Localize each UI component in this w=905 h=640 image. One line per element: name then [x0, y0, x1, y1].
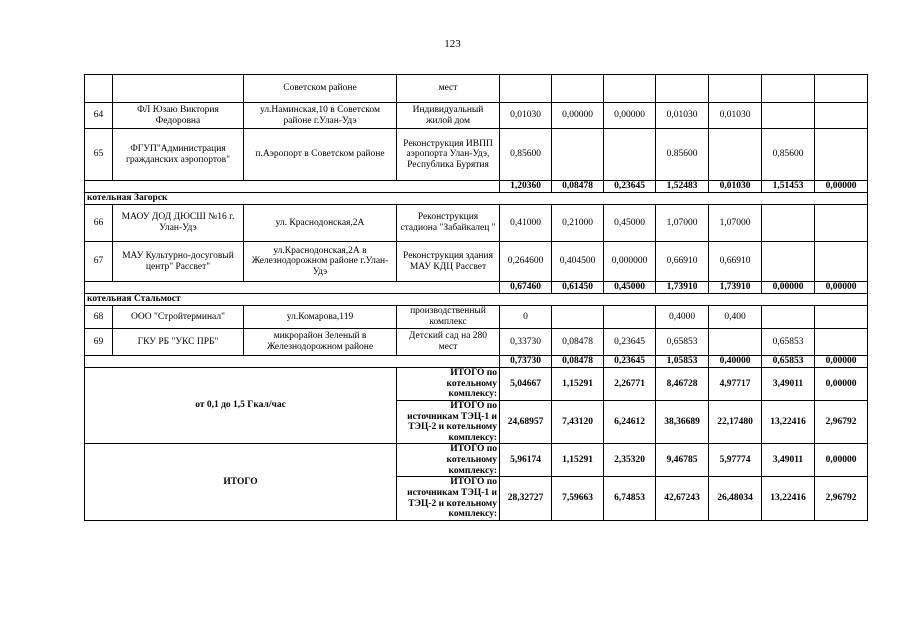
- value-cell: 0,01030: [656, 103, 709, 129]
- consumer-name: ФГУП"Администрация гражданских аэропортов": [113, 129, 244, 181]
- value-cell: 0,45000: [604, 282, 656, 294]
- value-cell: 0,61450: [552, 282, 604, 294]
- value-cell: 13,22416: [762, 477, 815, 521]
- value-cell: 0,65853: [762, 329, 815, 356]
- object-purpose: Реконструкция здания МАУ КДЦ Рассвет: [397, 242, 500, 282]
- value-cell: 1,52483: [656, 181, 709, 193]
- value-cell: 1,73910: [709, 282, 762, 294]
- total-label: ИТОГО по источникам ТЭЦ-1 и ТЭЦ-2 и котельному комплексу:: [397, 477, 500, 521]
- consumer-name: ФЛ Юзаю Виктория Федоровна: [113, 103, 244, 129]
- value-cell: [604, 306, 656, 329]
- value-cell: 24,68957: [500, 400, 552, 444]
- value-cell: 0,66910: [656, 242, 709, 282]
- value-cell: [815, 242, 868, 282]
- value-cell: 0,45000: [604, 205, 656, 242]
- consumer-address: п.Аэропорт в Советском районе: [244, 129, 397, 181]
- value-cell: 42,67243: [656, 477, 709, 521]
- object-purpose: Реконструкция стадиона "Забайкалец ": [397, 205, 500, 242]
- consumer-name: [113, 75, 244, 103]
- value-cell: [709, 329, 762, 356]
- consumer-address: ул.Комарова,119: [244, 306, 397, 329]
- value-cell: 5,96174: [500, 444, 552, 477]
- value-cell: 0,33730: [500, 329, 552, 356]
- subtotal-row: [85, 356, 868, 368]
- value-cell: 0,65853: [762, 356, 815, 368]
- value-cell: 5,04667: [500, 368, 552, 401]
- table-row: [85, 75, 868, 103]
- value-cell: 0,67460: [500, 282, 552, 294]
- value-cell: [815, 129, 868, 181]
- value-cell: 0,85600: [762, 129, 815, 181]
- value-cell: 2,96792: [815, 400, 868, 444]
- object-purpose: Реконструкция ИВПП аэропорта Улан-Удэ, Республика Бурятия: [397, 129, 500, 181]
- value-cell: 28,32727: [500, 477, 552, 521]
- row-number: 66: [85, 205, 113, 242]
- value-cell: 2,96792: [815, 477, 868, 521]
- value-cell: [604, 75, 656, 103]
- value-cell: 2,35320: [604, 444, 656, 477]
- value-cell: 0,08478: [552, 329, 604, 356]
- total-label: ИТОГО по источникам ТЭЦ-1 и ТЭЦ-2 и котельному комплексу:: [397, 400, 500, 444]
- value-cell: [604, 129, 656, 181]
- value-cell: [762, 103, 815, 129]
- value-cell: [815, 306, 868, 329]
- value-cell: 0,00000: [815, 181, 868, 193]
- object-purpose: производственный комплекс: [397, 306, 500, 329]
- value-cell: [762, 75, 815, 103]
- table-row: [85, 103, 868, 129]
- value-cell: 8,46728: [656, 368, 709, 401]
- value-cell: 0,40000: [709, 356, 762, 368]
- value-cell: 0,21000: [552, 205, 604, 242]
- value-cell: 9,46785: [656, 444, 709, 477]
- subtotal-row: [85, 181, 868, 193]
- value-cell: 13,22416: [762, 400, 815, 444]
- section-title: котельная Загорск: [85, 193, 868, 205]
- table-row: [85, 306, 868, 329]
- value-cell: 0,01030: [709, 181, 762, 193]
- total-label: ИТОГО по котельному комплексу:: [397, 368, 500, 401]
- total-row: [85, 444, 868, 477]
- group-total-label: ИТОГО: [85, 444, 397, 520]
- consumer-name: МАУ Культурно-досуговый центр" Рассвет": [113, 242, 244, 282]
- value-cell: [815, 205, 868, 242]
- value-cell: 0,00000: [815, 282, 868, 294]
- value-cell: 0,08478: [552, 356, 604, 368]
- value-cell: 38,36689: [656, 400, 709, 444]
- subtotal-blank: [85, 181, 500, 193]
- table-row: [85, 329, 868, 356]
- value-cell: 6,74853: [604, 477, 656, 521]
- value-cell: [552, 129, 604, 181]
- section-header-row: [85, 294, 868, 306]
- value-cell: 0,85600: [500, 129, 552, 181]
- value-cell: 0,000000: [604, 242, 656, 282]
- row-number: 64: [85, 103, 113, 129]
- row-number: 68: [85, 306, 113, 329]
- value-cell: 1,15291: [552, 368, 604, 401]
- value-cell: 22,17480: [709, 400, 762, 444]
- value-cell: 0,00000: [552, 103, 604, 129]
- row-number: 65: [85, 129, 113, 181]
- row-number: [85, 75, 113, 103]
- consumer-address: ул. Краснодонская,2А: [244, 205, 397, 242]
- row-number: 69: [85, 329, 113, 356]
- consumer-name: МАОУ ДОД ДЮСШ №16 г. Улан-Удэ: [113, 205, 244, 242]
- value-cell: [656, 75, 709, 103]
- value-cell: [709, 129, 762, 181]
- value-cell: 4,97717: [709, 368, 762, 401]
- value-cell: 0,00000: [815, 356, 868, 368]
- subtotal-row: [85, 282, 868, 294]
- table-row: [85, 205, 868, 242]
- value-cell: 0,00000: [815, 444, 868, 477]
- value-cell: 1,07000: [656, 205, 709, 242]
- value-cell: 7,59663: [552, 477, 604, 521]
- consumer-address: ул.Наминская,10 в Советском районе г.Улан-Удэ: [244, 103, 397, 129]
- value-cell: 0,00000: [604, 103, 656, 129]
- value-cell: [552, 306, 604, 329]
- value-cell: 0,400: [709, 306, 762, 329]
- value-cell: 0,08478: [552, 181, 604, 193]
- value-cell: [552, 75, 604, 103]
- value-cell: 0,65853: [656, 329, 709, 356]
- table-row: [85, 129, 868, 181]
- group-range-label: от 0,1 до 1,5 Гкал/час: [85, 368, 397, 444]
- value-cell: 1,73910: [656, 282, 709, 294]
- value-cell: 0.85600: [656, 129, 709, 181]
- value-cell: 1,05853: [656, 356, 709, 368]
- consumer-name: ГКУ РБ "УКС ПРБ": [113, 329, 244, 356]
- value-cell: 26,48034: [709, 477, 762, 521]
- value-cell: [762, 242, 815, 282]
- value-cell: 5,97774: [709, 444, 762, 477]
- value-cell: 3,49011: [762, 444, 815, 477]
- total-label: ИТОГО по котельному комплексу:: [397, 444, 500, 477]
- value-cell: [815, 75, 868, 103]
- value-cell: 0,404500: [552, 242, 604, 282]
- value-cell: [500, 75, 552, 103]
- section-title: котельная Стальмост: [85, 294, 868, 306]
- page-number: 123: [444, 38, 461, 50]
- heat-load-table: [84, 74, 868, 521]
- section-header-row: [85, 193, 868, 205]
- consumer-address: ул.Краснодонская,2А в Железнодорожном районе г.Улан-Удэ: [244, 242, 397, 282]
- value-cell: 6,24612: [604, 400, 656, 444]
- value-cell: 0,264600: [500, 242, 552, 282]
- value-cell: 0,01030: [500, 103, 552, 129]
- value-cell: 3,49011: [762, 368, 815, 401]
- object-purpose: Индивидуальный жилой дом: [397, 103, 500, 129]
- consumer-name: ООО "Стройтерминал": [113, 306, 244, 329]
- value-cell: 1,07000: [709, 205, 762, 242]
- value-cell: 7,43120: [552, 400, 604, 444]
- consumer-address: Советском районе: [244, 75, 397, 103]
- value-cell: 1,51453: [762, 181, 815, 193]
- table-row: [85, 242, 868, 282]
- object-purpose: мест: [397, 75, 500, 103]
- value-cell: [709, 75, 762, 103]
- value-cell: 1,15291: [552, 444, 604, 477]
- value-cell: 0,66910: [709, 242, 762, 282]
- object-purpose: Детский сад на 280 мест: [397, 329, 500, 356]
- value-cell: 0,01030: [709, 103, 762, 129]
- consumer-address: микрорайон Зеленый в Железнодорожном районе: [244, 329, 397, 356]
- value-cell: [762, 205, 815, 242]
- value-cell: [815, 329, 868, 356]
- value-cell: 2,26771: [604, 368, 656, 401]
- value-cell: 0,73730: [500, 356, 552, 368]
- value-cell: 0,00000: [762, 282, 815, 294]
- value-cell: 0: [500, 306, 552, 329]
- total-row: [85, 368, 868, 401]
- value-cell: 0,23645: [604, 356, 656, 368]
- value-cell: [762, 306, 815, 329]
- subtotal-blank: [85, 356, 500, 368]
- value-cell: 0,23645: [604, 329, 656, 356]
- value-cell: 0,41000: [500, 205, 552, 242]
- value-cell: [815, 103, 868, 129]
- value-cell: 0,00000: [815, 368, 868, 401]
- row-number: 67: [85, 242, 113, 282]
- subtotal-blank: [85, 282, 500, 294]
- value-cell: 0,23645: [604, 181, 656, 193]
- value-cell: 1,20360: [500, 181, 552, 193]
- value-cell: 0,4000: [656, 306, 709, 329]
